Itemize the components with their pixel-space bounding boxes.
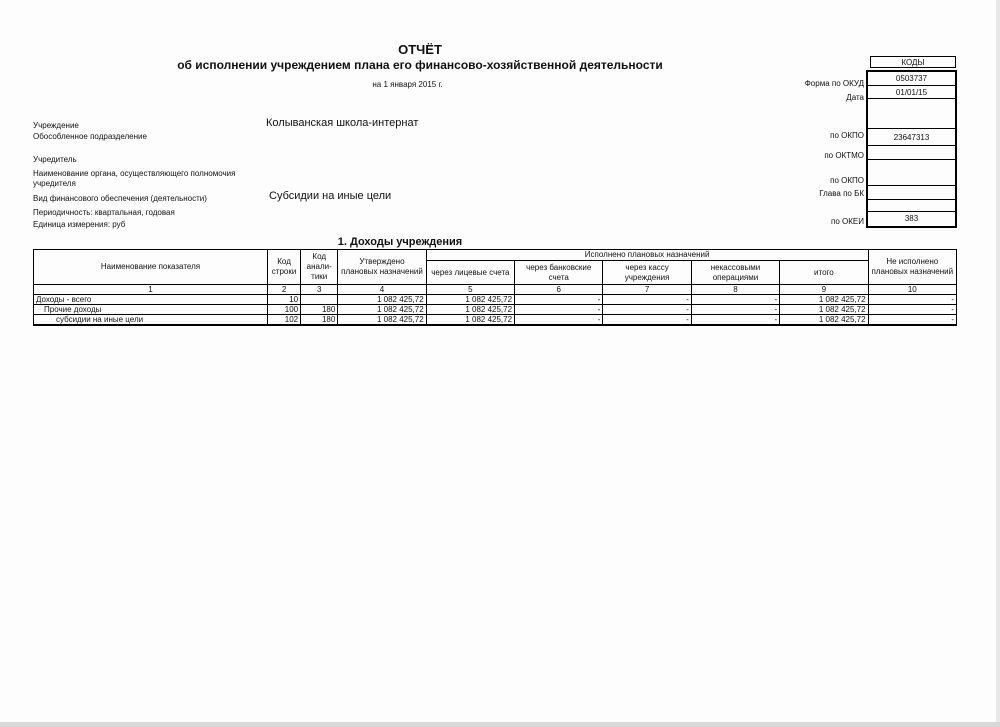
row-noncash: - — [691, 295, 779, 305]
col-number: 2 — [268, 285, 301, 295]
row-total: 1 082 425,72 — [780, 315, 868, 326]
row-name: субсидии на иные цели — [34, 315, 268, 326]
col-number: 5 — [426, 285, 514, 295]
scan-edge-bottom — [0, 722, 1000, 727]
header-name: Наименование показателя — [34, 250, 268, 285]
codes-box — [866, 70, 957, 228]
row-total: 1 082 425,72 — [780, 305, 868, 315]
row-name: Доходы - всего — [34, 295, 268, 305]
row-not-executed: - — [868, 295, 956, 305]
header-via-cash: через кассу учреждения — [603, 261, 691, 285]
codes-header: КОДЫ — [870, 56, 956, 68]
row-bank: - — [515, 305, 603, 315]
authority-label-2: учредителя — [33, 179, 76, 188]
header-total: итого — [780, 261, 868, 285]
founder-label: Учредитель — [33, 155, 77, 164]
header-executed-group: Исполнено плановых назначений — [426, 250, 868, 261]
okud-label: Форма по ОКУД — [804, 79, 864, 88]
okpo-label: по ОКПО — [830, 131, 864, 140]
codes-empty-1 — [868, 99, 955, 129]
row-total: 1 082 425,72 — [780, 295, 868, 305]
col-number: 10 — [868, 285, 956, 295]
oktmo-label: по ОКТМО — [824, 151, 864, 160]
table-row — [34, 295, 957, 305]
row-analytics: 180 — [301, 305, 338, 315]
date-label: Дата — [846, 93, 864, 102]
header-via-bank: через банковские счета — [515, 261, 603, 285]
header-via-personal: через лицевые счета — [426, 261, 514, 285]
row-approved: 1 082 425,72 — [338, 295, 426, 305]
institution-label: Учреждение — [33, 121, 79, 130]
institution-value: Колыванская школа-интернат — [266, 117, 419, 129]
col-number: 4 — [338, 285, 426, 295]
row-cash: - — [603, 315, 691, 326]
section-title: 1. Доходы учреждения — [337, 236, 463, 248]
row-cash: - — [603, 295, 691, 305]
income-table — [33, 249, 957, 326]
row-noncash: - — [691, 315, 779, 326]
oktmo-value — [868, 146, 955, 160]
codes-empty-2 — [868, 200, 955, 212]
scan-edge-right — [996, 0, 1000, 727]
activity-label: Вид финансового обеспечения (деятельности) — [33, 194, 207, 203]
col-number: 1 — [34, 285, 268, 295]
row-code: 102 — [268, 315, 301, 326]
row-personal: 1 082 425,72 — [426, 315, 514, 326]
row-analytics — [301, 295, 338, 305]
row-personal: 1 082 425,72 — [426, 295, 514, 305]
row-personal: 1 082 425,72 — [426, 305, 514, 315]
row-code: 10 — [268, 295, 301, 305]
report-subtitle: об исполнении учреждением плана его финансово-хозяйственной деятельности — [177, 58, 663, 72]
row-not-executed: - — [868, 305, 956, 315]
col-number: 9 — [780, 285, 868, 295]
row-code: 100 — [268, 305, 301, 315]
okpo2-label: по ОКПО — [830, 176, 864, 185]
col-number: 6 — [515, 285, 603, 295]
row-bank: - — [515, 315, 603, 326]
row-not-executed: - — [868, 315, 956, 326]
unit-label: Единица измерения: руб — [33, 220, 126, 229]
report-date: на 1 января 2015 г. — [372, 80, 443, 89]
header-noncash: некассовыми операциями — [691, 261, 779, 285]
okei-value: 383 — [904, 214, 919, 223]
okud-value: 0503737 — [868, 72, 955, 86]
row-approved: 1 082 425,72 — [338, 315, 426, 326]
col-number: 3 — [301, 285, 338, 295]
row-bank: - — [515, 295, 603, 305]
okpo2-value — [868, 160, 955, 186]
row-noncash: - — [691, 305, 779, 315]
glava-value — [868, 186, 955, 200]
col-number: 7 — [603, 285, 691, 295]
row-cash: - — [603, 305, 691, 315]
okpo-value: 23647313 — [868, 129, 955, 146]
row-analytics: 180 — [301, 315, 338, 326]
header-code-analytics: Код анали-тики — [301, 250, 338, 285]
table-row — [34, 315, 957, 326]
table-row — [34, 305, 957, 315]
row-approved: 1 082 425,72 — [338, 305, 426, 315]
activity-value: Субсидии на иные цели — [269, 190, 392, 202]
periodicity-label: Периодичность: квартальная, годовая — [33, 208, 175, 217]
col-number: 8 — [691, 285, 779, 295]
header-approved: Утверждено плановых назначений — [338, 250, 426, 285]
okei-label: по ОКЕИ — [831, 217, 864, 226]
subdivision-label: Обособленное подразделение — [33, 132, 147, 141]
authority-label-1: Наименование органа, осуществляющего полномочия — [33, 169, 236, 178]
report-title: ОТЧЁТ — [398, 42, 442, 57]
glava-label: Глава по БК — [819, 189, 864, 198]
row-name: Прочие доходы — [34, 305, 268, 315]
header-code-row: Код строки — [268, 250, 301, 285]
date-value: 01/01/15 — [868, 86, 955, 99]
header-not-executed: Не исполнено плановых назначений — [868, 250, 956, 285]
